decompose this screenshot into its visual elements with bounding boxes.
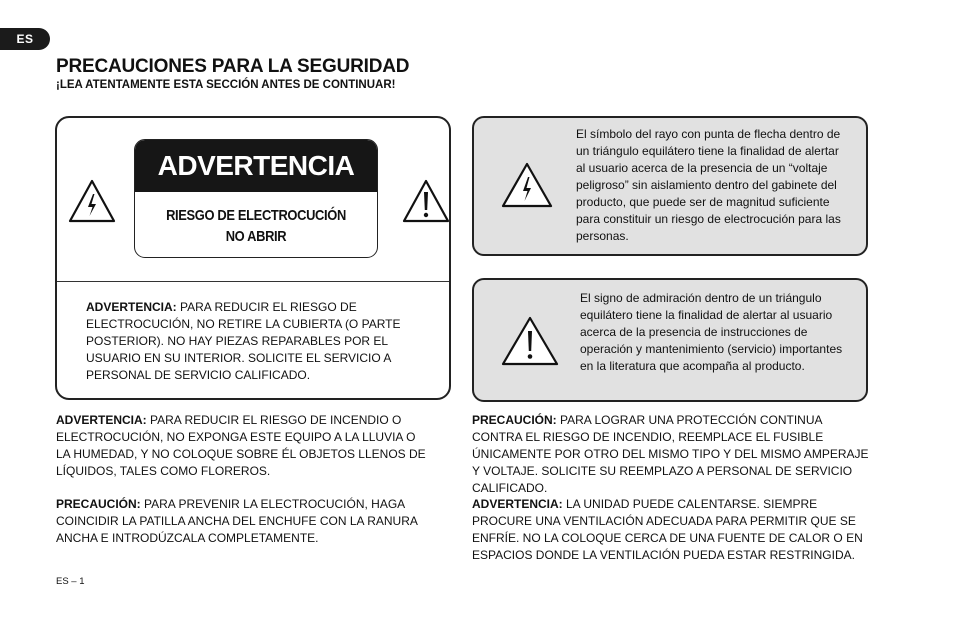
warning-label-line-2: NO ABRIR (225, 228, 287, 245)
page-title: PRECAUCIONES PARA LA SEGURIDAD (56, 56, 410, 77)
fuse-caution-paragraph (472, 412, 872, 497)
warning-label-line-1: RIESGO DE ELECTROCUCIÓN (166, 207, 346, 224)
exclamation-symbol-info-box (472, 278, 868, 402)
heat-warning-bold: ADVERTENCIA: (472, 497, 563, 511)
warning-label-heading: ADVERTENCIA (135, 140, 377, 192)
warning-box (55, 116, 451, 400)
plug-caution-text: PARA PREVENIR LA ELECTROCUCIÓN, HAGA COINCIDIR LA PATILLA ANCHA DEL ENCHUFE CON LA RANURA ANCHA E INTRODÚZCALA COMPLETAMENTE. (56, 497, 418, 545)
exclamation-symbol-info-text: El signo de admiración dentro de un triángulo equilátero tiene la finalidad de alertar al usuario acerca de la presencia de instrucciones de operación y mantenimiento (servicio) importantes en la literatura que acompaña al producto. (580, 291, 843, 373)
exclamation-triangle-icon (500, 315, 560, 372)
plug-caution-paragraph (56, 496, 426, 547)
moisture-warning-bold: ADVERTENCIA: (56, 413, 147, 427)
page-number: ES – 1 (56, 576, 85, 587)
warning-box-text (86, 299, 431, 384)
heat-warning-text: LA UNIDAD PUEDE CALENTARSE. SIEMPRE PROCURE UNA VENTILACIÓN ADECUADA PARA PERMITIR QUE SE ENFRÍE. NO LA COLOQUE CERCA DE UNA FUENTE DE CALOR O EN ESPACIOS DONDE LA VENTILACIÓN PUEDA ESTAR RESTRINGIDA. (472, 497, 863, 562)
fuse-caution-text: PARA LOGRAR UNA PROTECCIÓN CONTINUA CONTRA EL RIESGO DE INCENDIO, REEMPLACE EL FUSIBLE ÚNICAMENTE POR OTRO DEL MISMO TIPO Y DEL MISMO AMPERAJE Y VOLTAJE. SOLICITE SU REEMPLAZO A PERSONAL DE SERVICIO CALIFICADO. (472, 413, 869, 495)
lightning-symbol-info-box (472, 116, 868, 256)
lightning-symbol-info-text: El símbolo del rayo con punta de flecha dentro de un triángulo equilátero tiene la finalidad de alertar al usuario acerca de la presencia de un “voltaje peligroso” sin aislamiento dentro del gabinete del producto, que puede ser de magnitud suficiente para constituir un riesgo de electrocución para las personas. (576, 127, 841, 243)
moisture-warning-paragraph (56, 412, 426, 480)
exclamation-triangle-icon (401, 178, 451, 229)
moisture-warning-text: PARA REDUCIR EL RIESGO DE INCENDIO O ELECTROCUCIÓN, NO EXPONGA ESTE EQUIPO A LA LLUVIA O LA HUMEDAD, Y NO COLOQUE SOBRE ÉL OBJETOS LLENOS DE LÍQUIDOS, TALES COMO FLOREROS. (56, 413, 426, 478)
heat-warning-paragraph (472, 496, 872, 564)
warning-box-text-body: PARA REDUCIR EL RIESGO DE ELECTROCUCIÓN, NO RETIRE LA CUBIERTA (O PARTE POSTERIOR). NO HAY PIEZAS REPARABLES POR EL USUARIO EN SU INTERIOR. SOLICITE EL SERVICIO A PERSONAL DE SERVICIO CALIFICADO. (86, 300, 401, 382)
page-subtitle: ¡LEA ATENTAMENTE ESTA SECCIÓN ANTES DE CONTINUAR! (56, 79, 396, 91)
warning-box-divider (57, 281, 449, 282)
warning-label-body (152, 192, 360, 247)
lightning-triangle-icon (67, 178, 117, 229)
plug-caution-bold: PRECAUCIÓN: (56, 497, 141, 511)
fuse-caution-bold: PRECAUCIÓN: (472, 413, 557, 427)
warning-box-text-bold: ADVERTENCIA: (86, 300, 177, 314)
lightning-triangle-icon (500, 161, 554, 214)
warning-label-card (134, 139, 378, 258)
language-tab: ES (0, 28, 50, 50)
